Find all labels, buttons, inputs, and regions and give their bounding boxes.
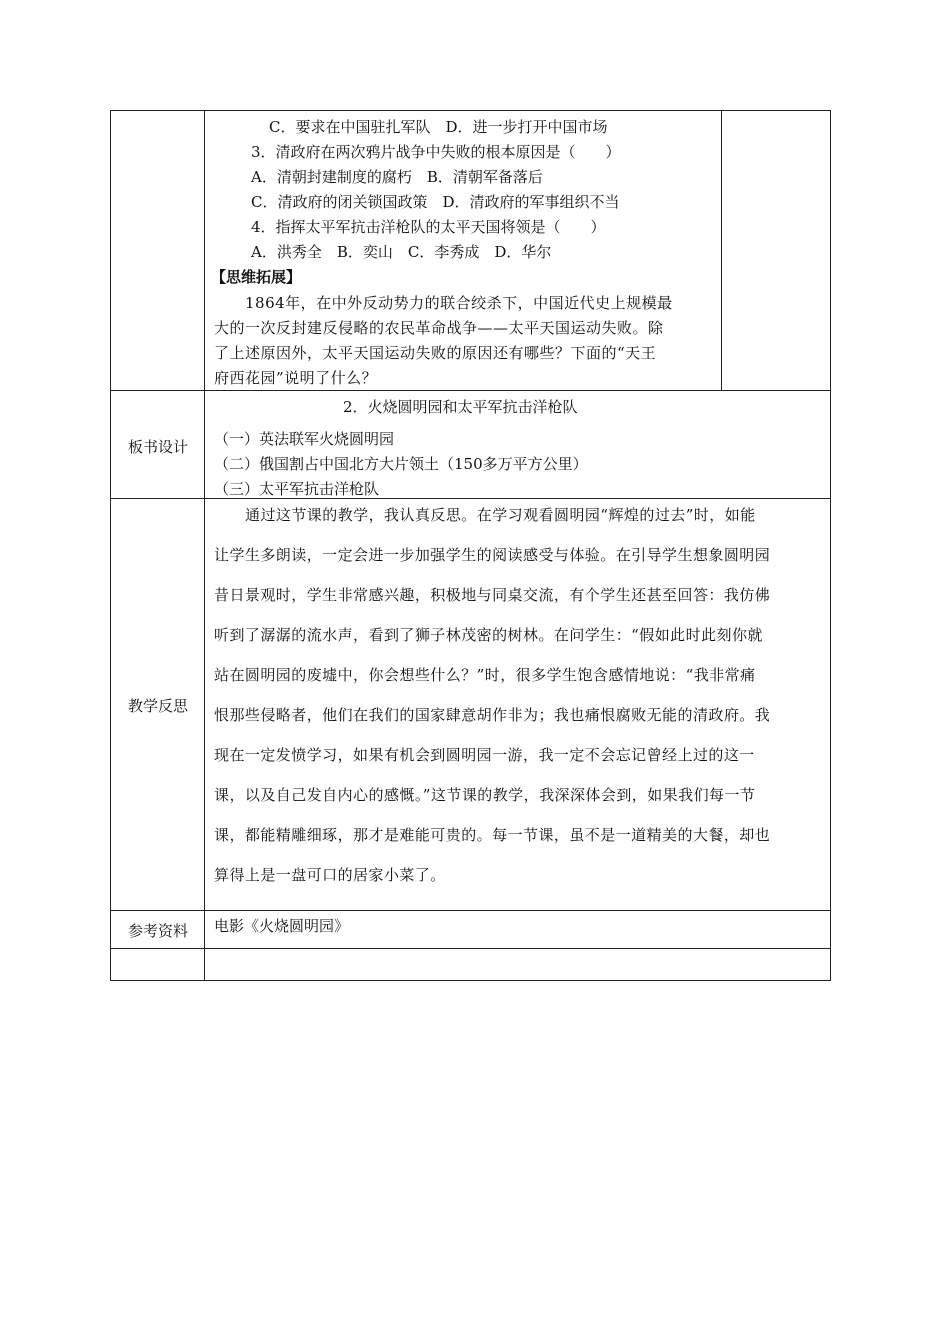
reflection-line: 听到了潺潺的流水声，看到了狮子林茂密的树林。在问学生：“假如此时此刻你就 (214, 626, 763, 644)
reflection-line: 算得上是一盘可口的居家小菜了。 (214, 866, 446, 884)
expansion-line: 1864年，在中外反动势力的联合绞杀下，中国近代史上规模最 (245, 294, 673, 312)
board-item: （二）俄国割占中国北方大片领土（150多万平方公里） (214, 455, 588, 473)
reflection-line: 让学生多朗读，一定会进一步加强学生的阅读感受与体验。在引导学生想象圆明园 (214, 546, 771, 564)
question-3-options-cd: C．清政府的闭关锁国政策 D．清政府的军事组织不当 (251, 193, 620, 211)
reference-label: 参考资料 (127, 922, 188, 940)
board-title: 2．火烧圆明园和太平军抗击洋枪队 (343, 398, 578, 416)
expansion-line: 大的一次反封建反侵略的农民革命战争——太平天国运动失败。除 (214, 319, 664, 337)
reflection-line: 课，都能精雕细琢，那才是难能可贵的。每一节课，虽不是一道精美的大餐，却也 (214, 826, 771, 844)
row-divider (111, 910, 830, 911)
expansion-line: 了上述原因外，太平天国运动失败的原因还有哪些？下面的“天王 (214, 344, 657, 362)
first-row-right-divider (721, 111, 722, 390)
reflection-line: 恨那些侵略者，他们在我们的国家肆意胡作非为；我也痛恨腐败无能的清政府。我 (214, 706, 771, 724)
expansion-heading: 【思维拓展】 (211, 268, 302, 286)
board-design-label: 板书设计 (127, 438, 188, 456)
reflection-label: 教学反思 (127, 697, 188, 715)
board-item: （三）太平军抗击洋枪队 (214, 480, 380, 498)
question-4-options: A．洪秀全 B．奕山 C．李秀成 D．华尔 (251, 243, 552, 261)
question-3-options-ab: A．清朝封建制度的腐朽 B．清朝军备落后 (251, 168, 543, 186)
empty-row (205, 949, 830, 980)
reflection-line: 现在一定发愤学习，如果有机会到圆明园一游，我一定不会忘记曾经上过的这一 (214, 746, 755, 764)
question-2-options-cd: C．要求在中国驻扎军队 D．进一步打开中国市场 (269, 118, 608, 136)
reflection-line: 昔日景观时，学生非常感兴趣，积极地与同桌交流，有个学生还甚至回答：我仿佛 (214, 586, 771, 604)
reflection-line: 通过这节课的教学，我认真反思。在学习观看圆明园“辉煌的过去”时，如能 (245, 506, 756, 524)
row-divider (111, 390, 830, 391)
question-3: 3．清政府在两次鸦片战争中失败的根本原因是（ ） (251, 143, 621, 161)
reflection-line: 课，以及自己发自内心的感慨。”这节课的教学，我深深体会到，如果我们每一节 (214, 786, 756, 804)
board-item: （一）英法联军火烧圆明园 (214, 430, 395, 448)
expansion-line: 府西花园”说明了什么？ (214, 369, 378, 387)
lesson-plan-table (110, 110, 831, 981)
column-divider (204, 111, 205, 980)
reference-content: 电影《火烧圆明园》 (214, 917, 350, 935)
reflection-line: 站在圆明园的废墟中，你会想些什么？”时，很多学生饱含感情地说：“我非常痛 (214, 666, 756, 684)
question-4: 4．指挥太平军抗击洋枪队的太平天国将领是（ ） (251, 218, 606, 236)
